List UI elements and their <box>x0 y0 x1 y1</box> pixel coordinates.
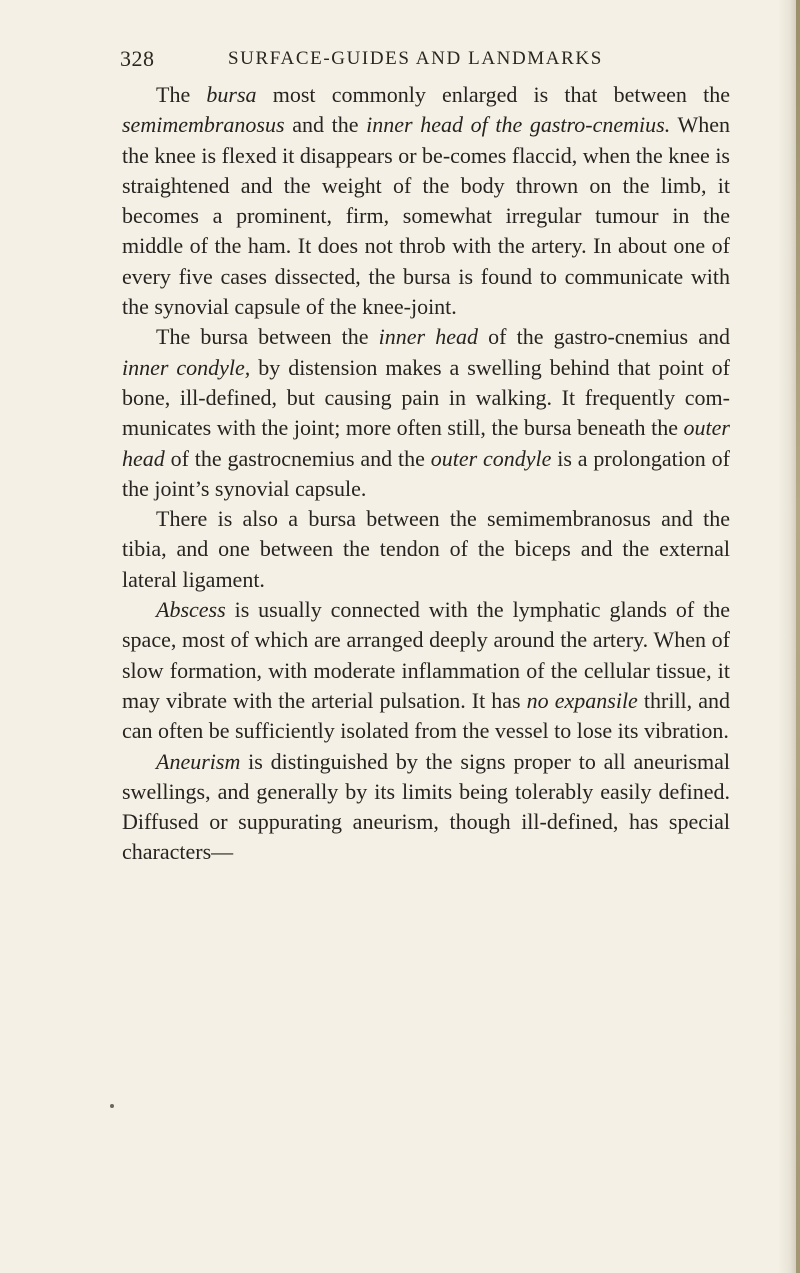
paragraph <box>122 595 730 746</box>
text-run: thrill, and can often be sufficiently isolated from the vessel to lose its vibration. <box>122 687 730 744</box>
paragraph <box>122 80 730 322</box>
page-number: 328 <box>120 46 155 71</box>
text-run: There is also a bursa between the semimembranosus and the tibia, and one between the tendon of the biceps and the external lateral ligament. <box>122 506 730 592</box>
running-head: SURFACE-GUIDES AND LANDMARKS <box>228 48 603 69</box>
italic-term: Aneurism <box>156 748 241 774</box>
paragraph <box>122 504 730 595</box>
italic-term: outer condyle <box>430 445 552 471</box>
text-run: The <box>156 82 207 107</box>
body-text <box>122 80 730 868</box>
margin-mark <box>110 1104 114 1108</box>
italic-term: inner condyle, <box>122 354 251 380</box>
paragraph <box>122 322 730 504</box>
italic-term: Abscess <box>156 597 226 623</box>
italic-term: inner head of the gastro-cnemius. <box>366 112 671 138</box>
italic-term: inner head <box>378 324 479 350</box>
italic-term: semimembranosus <box>122 112 285 138</box>
text-run: of the gastro-cnemius and <box>478 324 731 350</box>
italic-term: no expansile <box>526 687 638 713</box>
paragraph <box>122 747 730 868</box>
page-header <box>0 46 800 80</box>
italic-term: bursa <box>206 82 257 107</box>
text-run: The bursa between the <box>156 324 379 350</box>
text-run: is usually connected with the lymphatic glands of the space, most of which are arranged deeply around the artery. When of slow formation, with moderate inflammation of the cellular tissue, it may vibrate with the arterial pulsation. It has <box>122 597 730 713</box>
page-edge <box>796 0 800 1273</box>
text-run: and the <box>284 112 367 138</box>
text-run: is distinguished by the signs proper to all aneurismal swellings, and generally by its limits being tolerably easily defined. Diffused or suppurating aneurism, though ill-defined, has special characters— <box>122 748 730 865</box>
text-run: most commonly enlarged is that between the <box>256 82 730 107</box>
text-run: of the gastrocnemius and the <box>164 445 431 471</box>
text-run: is a prolongation of the joint’s synovial capsule. <box>122 445 730 501</box>
text-run: When the knee is flexed it disappears or be-comes flaccid, when the knee is straightened and the weight of the body thrown on the limb, it becomes a prominent, firm, somewhat irregular tumour in the middle of the ham. It does not throb with the artery. In about one of every five cases dissected, the bursa is found to communicate with the synovial capsule of the knee-joint. <box>122 112 730 320</box>
text-run: by distension makes a swelling behind that point of bone, ill-defined, but causing pain in walking. It frequently com-municates with the joint; more often still, the bursa beneath the <box>122 354 730 441</box>
italic-term: outer head <box>122 415 730 471</box>
